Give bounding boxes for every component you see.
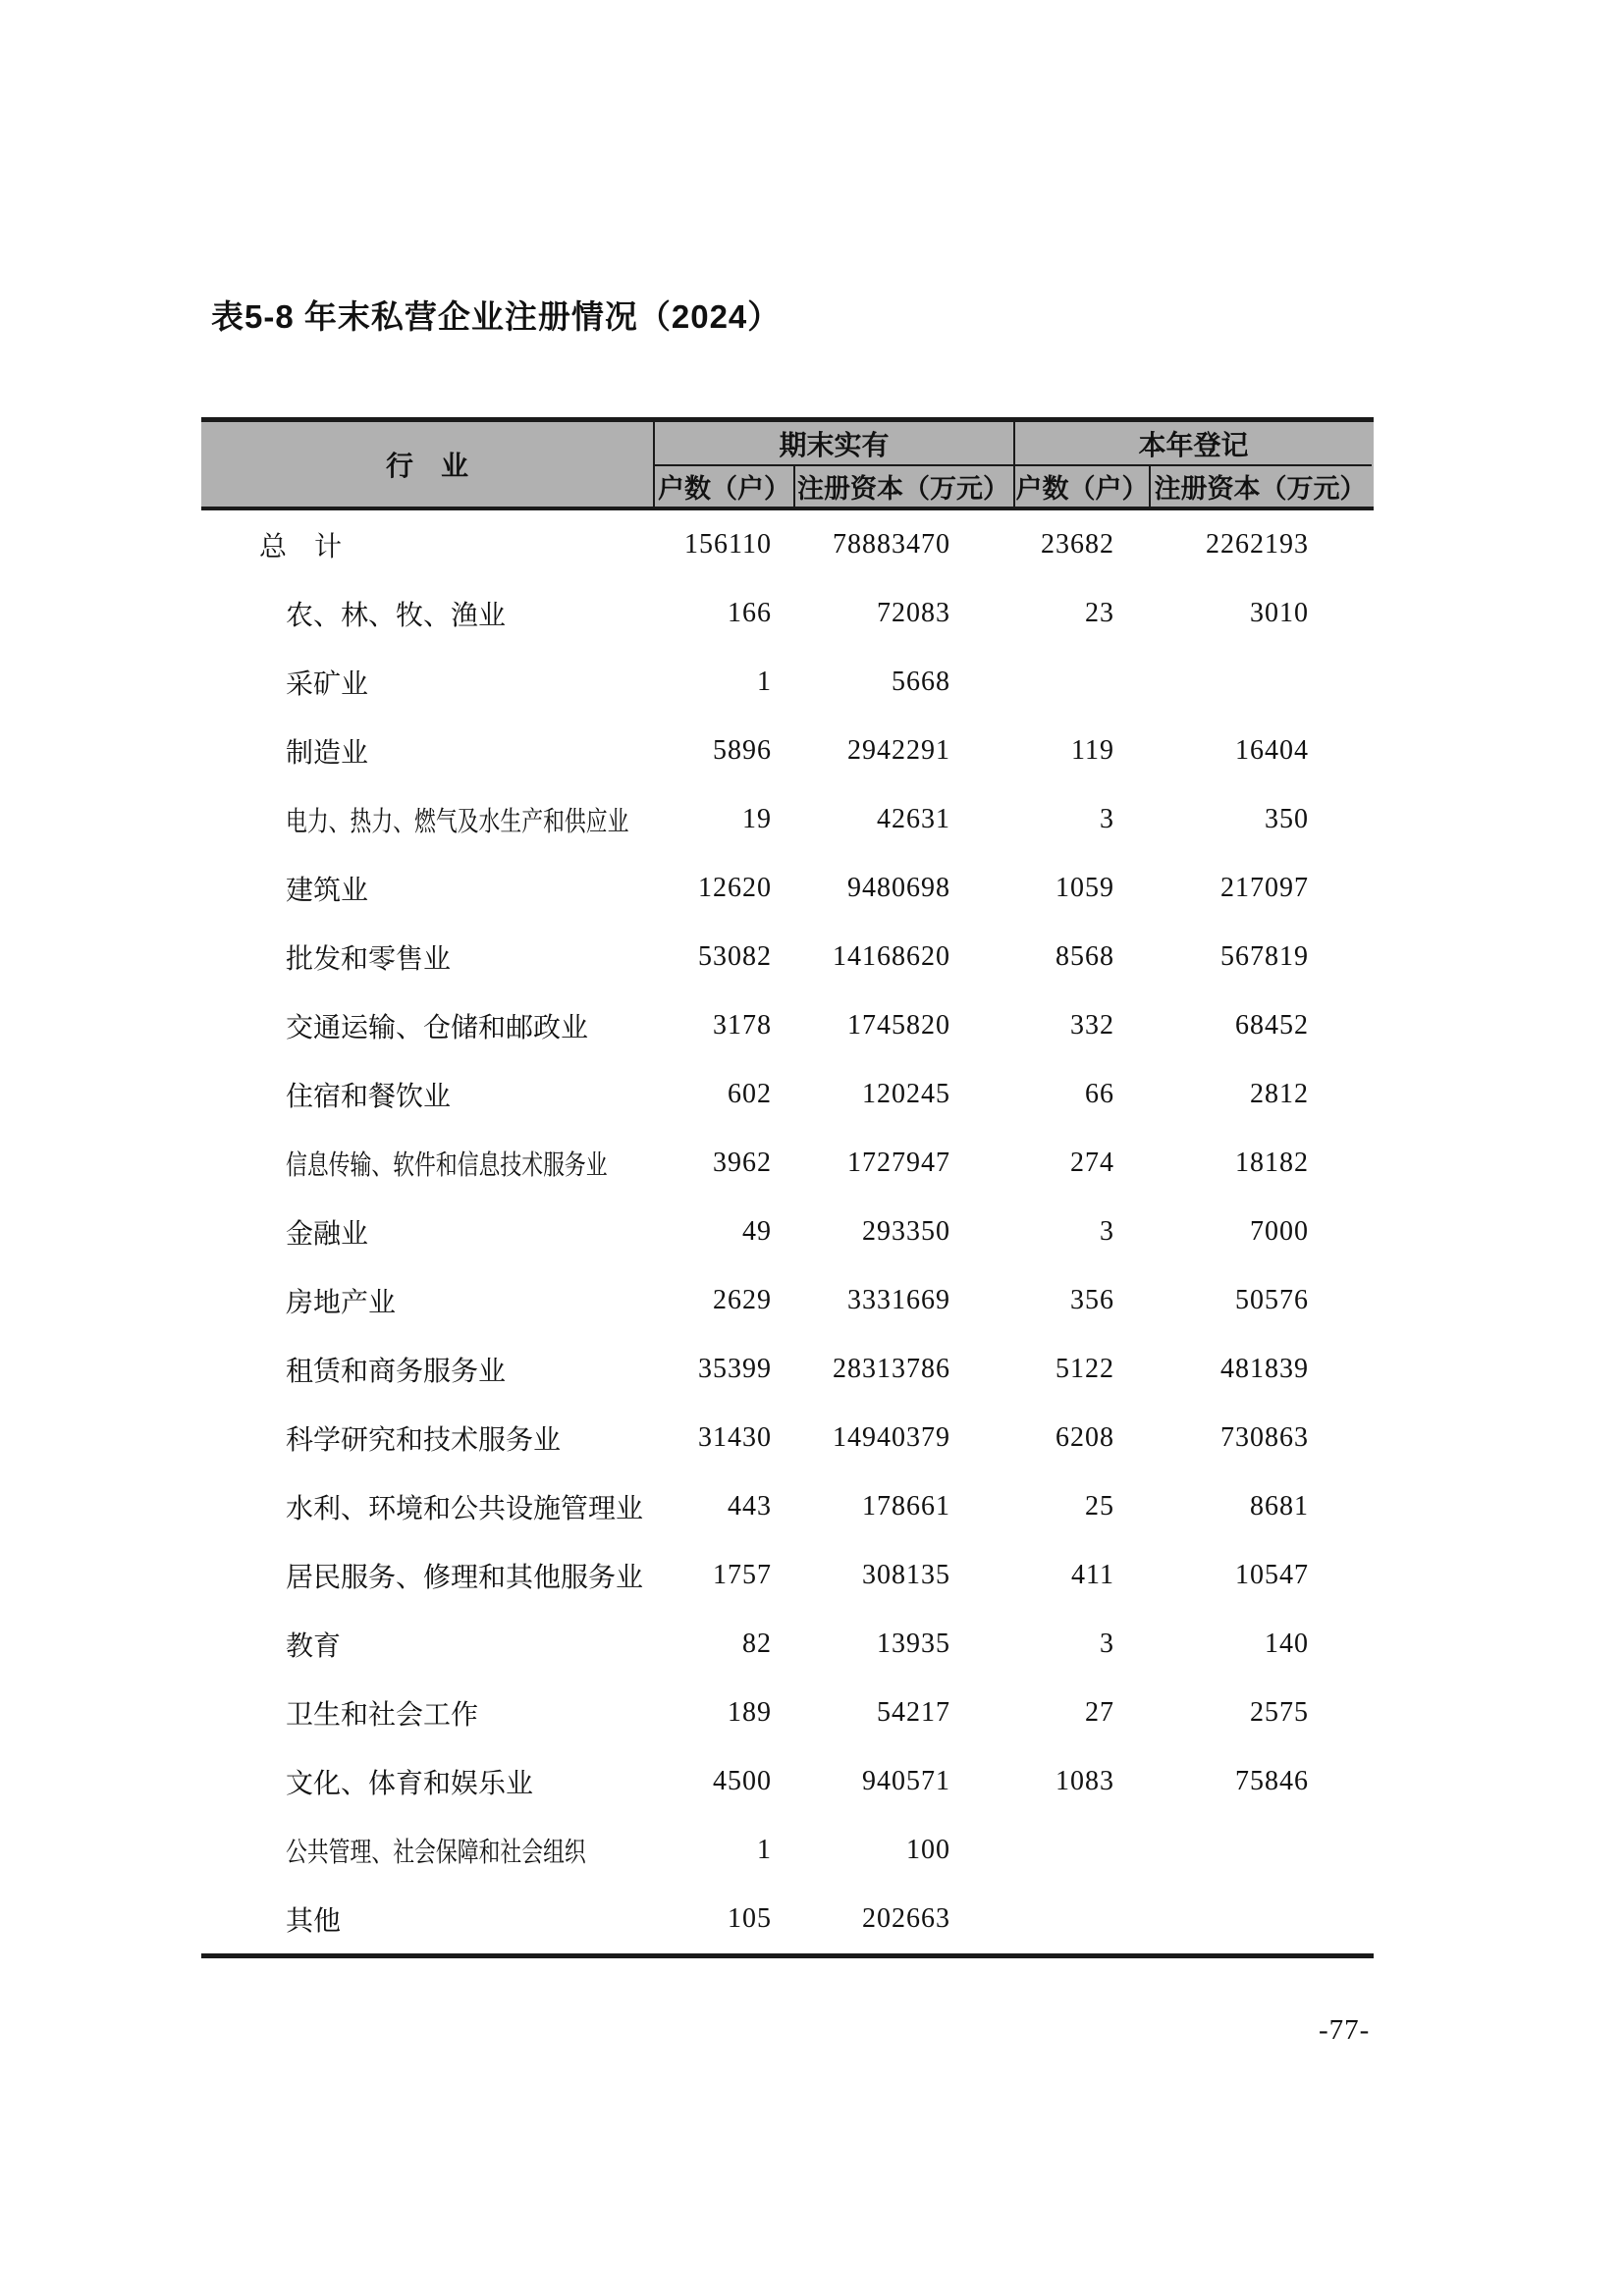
table-row <box>201 854 1374 923</box>
period-end-capital-cell: 9480698 <box>847 873 950 903</box>
this-year-capital-cell: 2262193 <box>1206 529 1309 560</box>
industry-cell: 制造业 <box>286 738 369 769</box>
this-year-households-cell: 119 <box>1071 735 1114 766</box>
period-end-households-cell: 35399 <box>698 1354 772 1384</box>
period-end-capital-cell: 14940379 <box>833 1422 950 1453</box>
industry-cell: 科学研究和技术服务业 <box>286 1425 562 1456</box>
period-end-households-cell: 3178 <box>713 1010 772 1041</box>
this-year-households-cell: 274 <box>1070 1148 1114 1178</box>
this-year-households-cell: 23682 <box>1041 529 1114 560</box>
this-year-households-cell: 411 <box>1071 1560 1114 1590</box>
table-header <box>201 417 1374 510</box>
table-row <box>201 1060 1374 1129</box>
period-end-capital-cell: 308135 <box>862 1560 950 1590</box>
period-end-capital-cell: 120245 <box>862 1079 950 1109</box>
header-group-period-end <box>655 422 1013 507</box>
this-year-households-cell: 1083 <box>1056 1766 1114 1796</box>
this-year-households-cell: 1059 <box>1056 873 1114 903</box>
table-row <box>201 1679 1374 1747</box>
this-year-capital-cell: 16404 <box>1235 735 1309 766</box>
period-end-capital-cell: 178661 <box>862 1491 950 1522</box>
header-col-capital-2: 注册资本（万元） <box>1154 474 1367 504</box>
period-end-households-cell: 3962 <box>713 1148 772 1178</box>
this-year-capital-cell: 75846 <box>1235 1766 1309 1796</box>
period-end-capital-cell: 1727947 <box>847 1148 950 1178</box>
period-end-households-cell: 5896 <box>713 735 772 766</box>
this-year-households-cell: 356 <box>1070 1285 1114 1315</box>
table-row <box>201 510 1374 579</box>
industry-cell: 住宿和餐饮业 <box>286 1082 452 1112</box>
industry-cell: 居民服务、修理和其他服务业 <box>286 1563 644 1593</box>
this-year-households-cell: 8568 <box>1056 941 1114 972</box>
this-year-households-cell: 6208 <box>1056 1422 1114 1453</box>
this-year-households-cell: 23 <box>1085 598 1114 628</box>
industry-cell: 批发和零售业 <box>286 944 452 975</box>
this-year-households-cell: 3 <box>1100 1216 1114 1247</box>
header-col-capital-1: 注册资本（万元） <box>797 474 1009 504</box>
table-row <box>201 1404 1374 1472</box>
table-row <box>201 991 1374 1060</box>
this-year-households-cell: 3 <box>1100 804 1114 834</box>
this-year-capital-cell: 8681 <box>1250 1491 1309 1522</box>
industry-cell: 信息传输、软件和信息技术服务业 <box>286 1150 608 1181</box>
period-end-households-cell: 189 <box>728 1697 772 1728</box>
header-group1-label: 期末实有 <box>655 422 1013 466</box>
table-row <box>201 1541 1374 1610</box>
table-row <box>201 1129 1374 1198</box>
industry-cell: 公共管理、社会保障和社会组织 <box>286 1838 586 1868</box>
table-row <box>201 1472 1374 1541</box>
industry-cell: 教育 <box>286 1631 342 1662</box>
industry-cell: 总 计 <box>259 532 343 562</box>
table-row <box>201 923 1374 991</box>
period-end-capital-cell: 202663 <box>862 1903 950 1934</box>
industry-cell: 农、林、牧、渔业 <box>286 601 507 631</box>
period-end-capital-cell: 54217 <box>877 1697 950 1728</box>
header-col-households-1: 户数（户） <box>655 466 795 507</box>
registration-table <box>201 417 1374 1958</box>
industry-cell: 交通运输、仓储和邮政业 <box>286 1013 589 1043</box>
this-year-capital-cell: 50576 <box>1235 1285 1309 1315</box>
table-row <box>201 1266 1374 1335</box>
table-row <box>201 579 1374 648</box>
industry-cell: 建筑业 <box>286 876 369 906</box>
period-end-households-cell: 49 <box>742 1216 772 1247</box>
period-end-capital-cell: 2942291 <box>847 735 950 766</box>
this-year-capital-cell: 140 <box>1265 1629 1309 1659</box>
period-end-capital-cell: 1745820 <box>847 1010 950 1041</box>
this-year-households-cell: 66 <box>1085 1079 1114 1109</box>
industry-cell: 租赁和商务服务业 <box>286 1357 507 1387</box>
period-end-capital-cell: 42631 <box>877 804 950 834</box>
header-group-registered-this-year <box>1013 422 1372 507</box>
industry-cell: 水利、环境和公共设施管理业 <box>286 1494 644 1524</box>
table-row <box>201 1747 1374 1816</box>
this-year-capital-cell: 730863 <box>1220 1422 1309 1453</box>
industry-cell: 采矿业 <box>286 669 369 700</box>
industry-cell: 文化、体育和娱乐业 <box>286 1769 534 1799</box>
table-row <box>201 648 1374 717</box>
header-group2-subrow <box>1015 466 1372 507</box>
this-year-capital-cell: 481839 <box>1220 1354 1309 1384</box>
industry-cell: 房地产业 <box>286 1288 397 1318</box>
table-row <box>201 1885 1374 1953</box>
this-year-capital-cell: 7000 <box>1250 1216 1309 1247</box>
period-end-households-cell: 12620 <box>698 873 772 903</box>
period-end-households-cell: 82 <box>742 1629 772 1659</box>
period-end-capital-cell: 28313786 <box>833 1354 950 1384</box>
period-end-households-cell: 4500 <box>713 1766 772 1796</box>
this-year-capital-cell: 567819 <box>1220 941 1309 972</box>
period-end-households-cell: 2629 <box>713 1285 772 1315</box>
industry-cell: 其他 <box>286 1906 342 1937</box>
this-year-households-cell: 332 <box>1070 1010 1114 1041</box>
period-end-households-cell: 166 <box>728 598 772 628</box>
header-col-households-2: 户数（户） <box>1015 466 1151 507</box>
period-end-capital-cell: 293350 <box>862 1216 950 1247</box>
table-row <box>201 1335 1374 1404</box>
period-end-households-cell: 443 <box>728 1491 772 1522</box>
this-year-households-cell: 27 <box>1085 1697 1114 1728</box>
page-title: 表5-8 年末私营企业注册情况（2024） <box>211 298 782 335</box>
table-row <box>201 1610 1374 1679</box>
period-end-households-cell: 53082 <box>698 941 772 972</box>
this-year-households-cell: 3 <box>1100 1629 1114 1659</box>
this-year-capital-cell: 3010 <box>1250 598 1309 628</box>
table-row <box>201 1816 1374 1885</box>
table-row <box>201 785 1374 854</box>
period-end-capital-cell: 13935 <box>877 1629 950 1659</box>
period-end-capital-cell: 72083 <box>877 598 950 628</box>
industry-cell: 电力、热力、燃气及水生产和供应业 <box>286 807 629 837</box>
header-groups <box>655 422 1374 507</box>
table-body <box>201 510 1374 1958</box>
period-end-capital-cell: 3331669 <box>847 1285 950 1315</box>
industry-cell: 金融业 <box>286 1219 369 1250</box>
this-year-capital-cell: 2812 <box>1250 1079 1309 1109</box>
table-row <box>201 717 1374 785</box>
this-year-capital-cell: 2575 <box>1250 1697 1309 1728</box>
period-end-households-cell: 105 <box>728 1903 772 1934</box>
period-end-households-cell: 1 <box>757 667 772 697</box>
period-end-households-cell: 31430 <box>698 1422 772 1453</box>
this-year-capital-cell: 217097 <box>1220 873 1309 903</box>
this-year-households-cell: 25 <box>1085 1491 1114 1522</box>
period-end-capital-cell: 5668 <box>892 667 950 697</box>
industry-cell: 卫生和社会工作 <box>286 1700 479 1731</box>
table-row <box>201 1198 1374 1266</box>
this-year-capital-cell: 350 <box>1265 804 1309 834</box>
page-number: -77- <box>1319 2014 1371 2046</box>
period-end-capital-cell: 14168620 <box>833 941 950 972</box>
this-year-households-cell: 5122 <box>1056 1354 1114 1384</box>
header-group2-label: 本年登记 <box>1015 422 1372 466</box>
period-end-households-cell: 602 <box>728 1079 772 1109</box>
period-end-households-cell: 1757 <box>713 1560 772 1590</box>
period-end-capital-cell: 78883470 <box>833 529 950 560</box>
this-year-capital-cell: 18182 <box>1235 1148 1309 1178</box>
period-end-capital-cell: 940571 <box>862 1766 950 1796</box>
period-end-households-cell: 156110 <box>684 529 772 560</box>
period-end-capital-cell: 100 <box>906 1835 950 1865</box>
period-end-households-cell: 1 <box>757 1835 772 1865</box>
this-year-capital-cell: 68452 <box>1235 1010 1309 1041</box>
period-end-households-cell: 19 <box>742 804 772 834</box>
this-year-capital-cell: 10547 <box>1235 1560 1309 1590</box>
header-industry: 行 业 <box>201 422 655 507</box>
header-group1-subrow <box>655 466 1013 507</box>
